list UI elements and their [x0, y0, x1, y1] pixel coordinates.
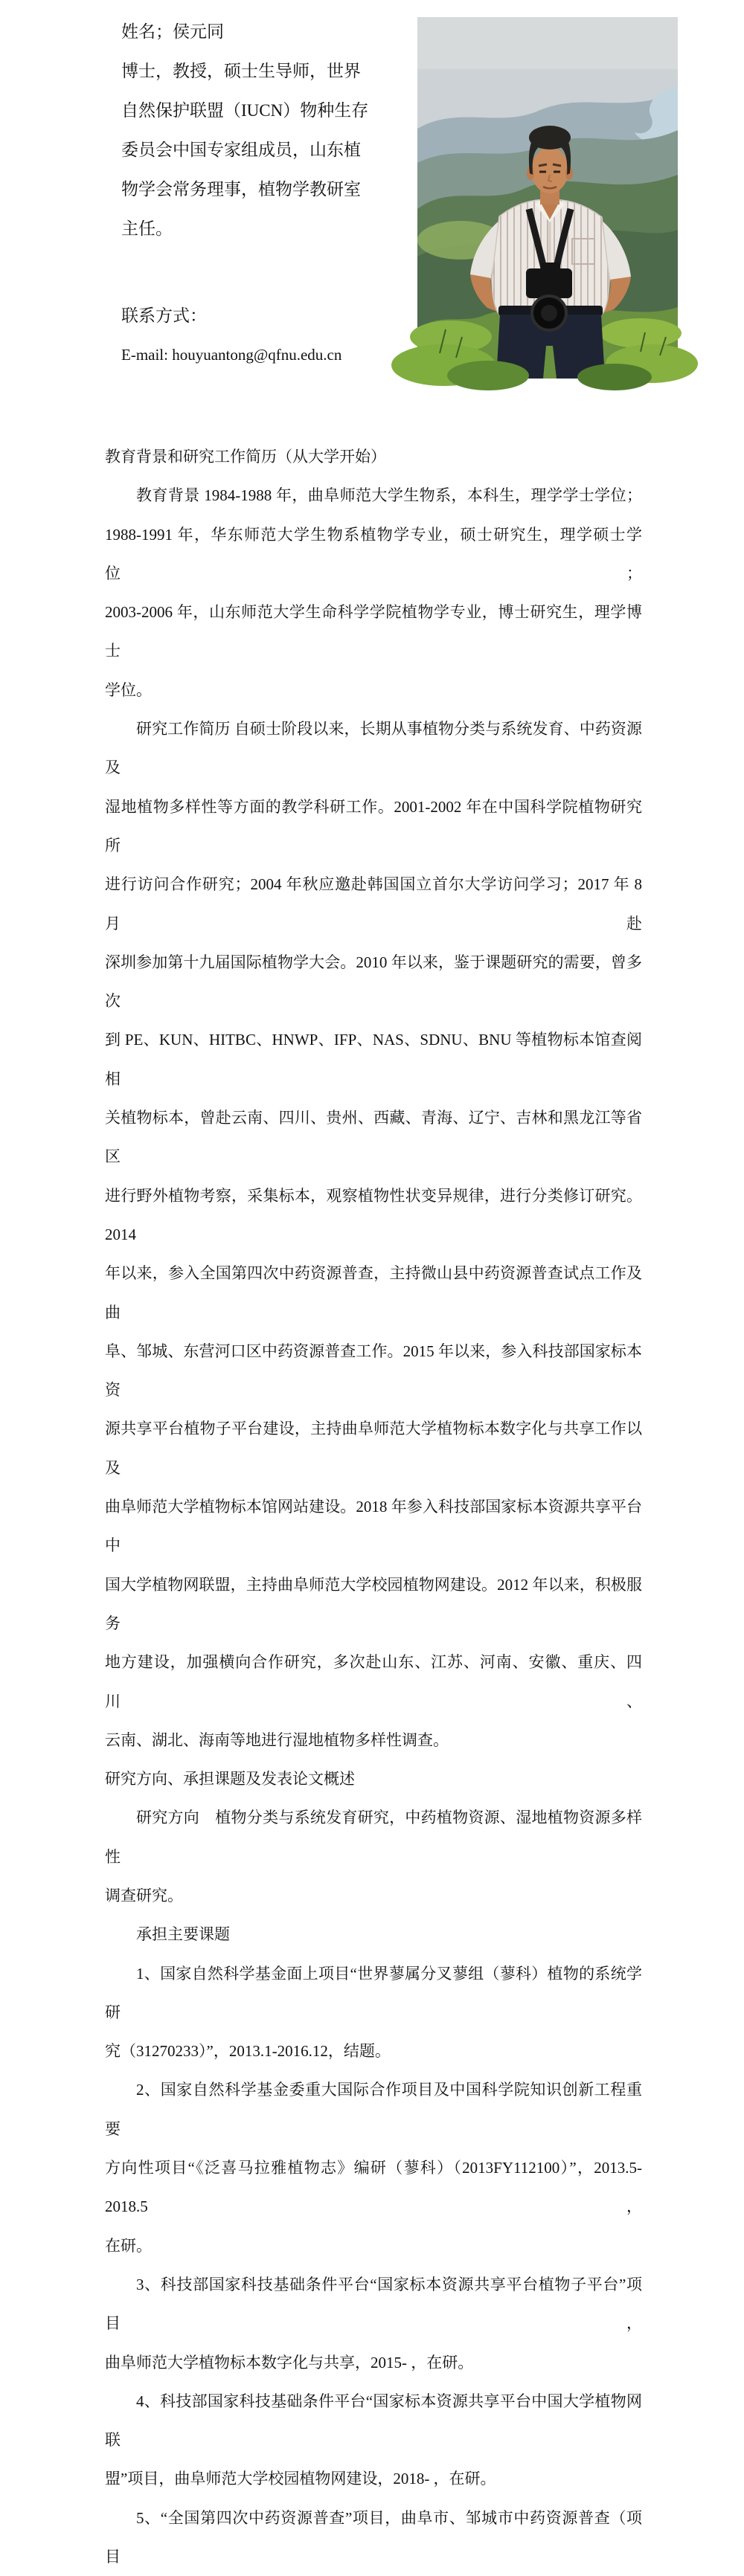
profile-summary	[121, 12, 411, 248]
profile-photo	[417, 17, 678, 379]
body-line: 到 PE、KUN、HITBC、HNWP、IFP、NAS、SDNU、BNU 等植物标本馆查阅相	[105, 1031, 642, 1088]
name-line: 姓名；侯元同	[121, 22, 224, 41]
mountain-portrait-illustration	[417, 17, 678, 379]
body-line: 究（31270233）”，2013.1-2016.12，结题。	[105, 2042, 391, 2061]
profile-bio-lines	[121, 51, 411, 248]
body-line: 1、国家自然科学基金面上项目“世界蓼属分叉蓼组（蓼科）植物的系统学研	[105, 1964, 642, 2021]
body-line: 3、科技部国家科技基础条件平台“国家标本资源共享平台植物子平台”项目，	[105, 2275, 642, 2333]
bio-line: 委员会中国专家组成员，山东植	[121, 141, 361, 159]
body-line: 1988-1991 年，华东师范大学生物系植物学专业，硕士研究生，理学硕士学位；	[105, 525, 642, 582]
body-line: 盟”项目，曲阜师范大学校园植物网建设，2018- ，在研。	[105, 2470, 496, 2488]
body-line: 进行访问合作研究；2004 年秋应邀赴韩国国立首尔大学访问学习；2017 年 8 月赴	[105, 875, 642, 933]
email-address: E-mail: houyuantong@qfnu.edu.cn	[121, 346, 342, 364]
body-line: 曲阜师范大学植物标本馆网站建设。2018 年参入科技部国家标本资源共享平台中	[105, 1498, 642, 1555]
body-line: 国大学植物网联盟，主持曲阜师范大学校园植物网建设。2012 年以来，积极服务	[105, 1575, 642, 1632]
bio-line: 物学会常务理事，植物学教研室	[121, 180, 361, 199]
body-line: 承担主要课题	[136, 1925, 230, 1944]
body-line: 深圳参加第十九届国际植物学大会。2010 年以来，鉴于课题研究的需要，曾多次	[105, 953, 642, 1011]
body-line: 关植物标本，曾赴云南、四川、贵州、西藏、青海、辽宁、吉林和黑龙江等省区	[105, 1109, 642, 1166]
body-line: 方向性项目“《泛喜马拉雅植物志》编研（蓼科）（2013FY112100）”，2013.5-2018.5，	[105, 2159, 642, 2216]
body-line: 研究方向、承担课题及发表论文概述	[105, 1770, 355, 1788]
body-line: 曲阜师范大学植物标本数字化与共享，2015- ，在研。	[105, 2353, 474, 2371]
body-line: 湿地植物多样性等方面的教学科研工作。2001-2002 年在中国科学院植物研究所	[105, 797, 642, 854]
body-text	[105, 437, 642, 2576]
bio-line: 博士，教授，硕士生导师，世界	[121, 62, 361, 80]
body-line: 2003-2006 年，山东师范大学生命科学学院植物学专业，博士研究生，理学博士	[105, 603, 642, 660]
body-line: 2、国家自然科学基金委重大国际合作项目及中国科学院知识创新工程重要	[105, 2081, 642, 2138]
body-line: 5、“全国第四次中药资源普查”项目，曲阜市、邹城市中药资源普查（项目	[105, 2508, 642, 2566]
body-line: 学位。	[105, 680, 152, 699]
bio-line: 主任。	[121, 219, 173, 238]
body-line: 调查研究。	[105, 1886, 183, 1904]
body-line: 教育背景和研究工作简历（从大学开始）	[105, 448, 386, 466]
contact-label: 联系方式：	[121, 306, 207, 325]
body-line: 在研。	[105, 2236, 152, 2255]
face	[531, 147, 568, 193]
body-line: 进行野外植物考察，采集标本，观察植物性状变异规律，进行分类修订研究。2014	[105, 1186, 642, 1243]
camera-body	[526, 268, 572, 298]
body-line: 年以来，参入全国第四次中药资源普查，主持微山县中药资源普查试点工作及曲	[105, 1264, 642, 1321]
body-line: 研究工作简历 自硕士阶段以来，长期从事植物分类与系统发育、中药资源及	[105, 720, 642, 777]
body-line: 地方建设，加强横向合作研究，多次赴山东、江苏、河南、安徽、重庆、四川、	[105, 1653, 642, 1710]
body-line: 源共享平台植物子平台建设，主持曲阜师范大学植物标本数字化与共享工作以及	[105, 1420, 642, 1477]
contact-section	[121, 296, 411, 375]
body-line: 研究方向 植物分类与系统发育研究，中药植物资源、湿地植物资源多样性	[105, 1809, 642, 1866]
body-line: 教育背景 1984-1988 年，曲阜师范大学生物系，本科生，理学学士学位；	[136, 486, 642, 505]
bio-line: 自然保护联盟（IUCN）物种生存	[121, 101, 369, 120]
body-line: 4、科技部国家科技基础条件平台“国家标本资源共享平台中国大学植物网联	[105, 2392, 642, 2450]
body-line: 阜、邹城、东营河口区中药资源普查工作。2015 年以来，参入科技部国家标本资	[105, 1342, 642, 1400]
body-line: 云南、湖北、海南等地进行湿地植物多样性调查。	[105, 1730, 449, 1749]
